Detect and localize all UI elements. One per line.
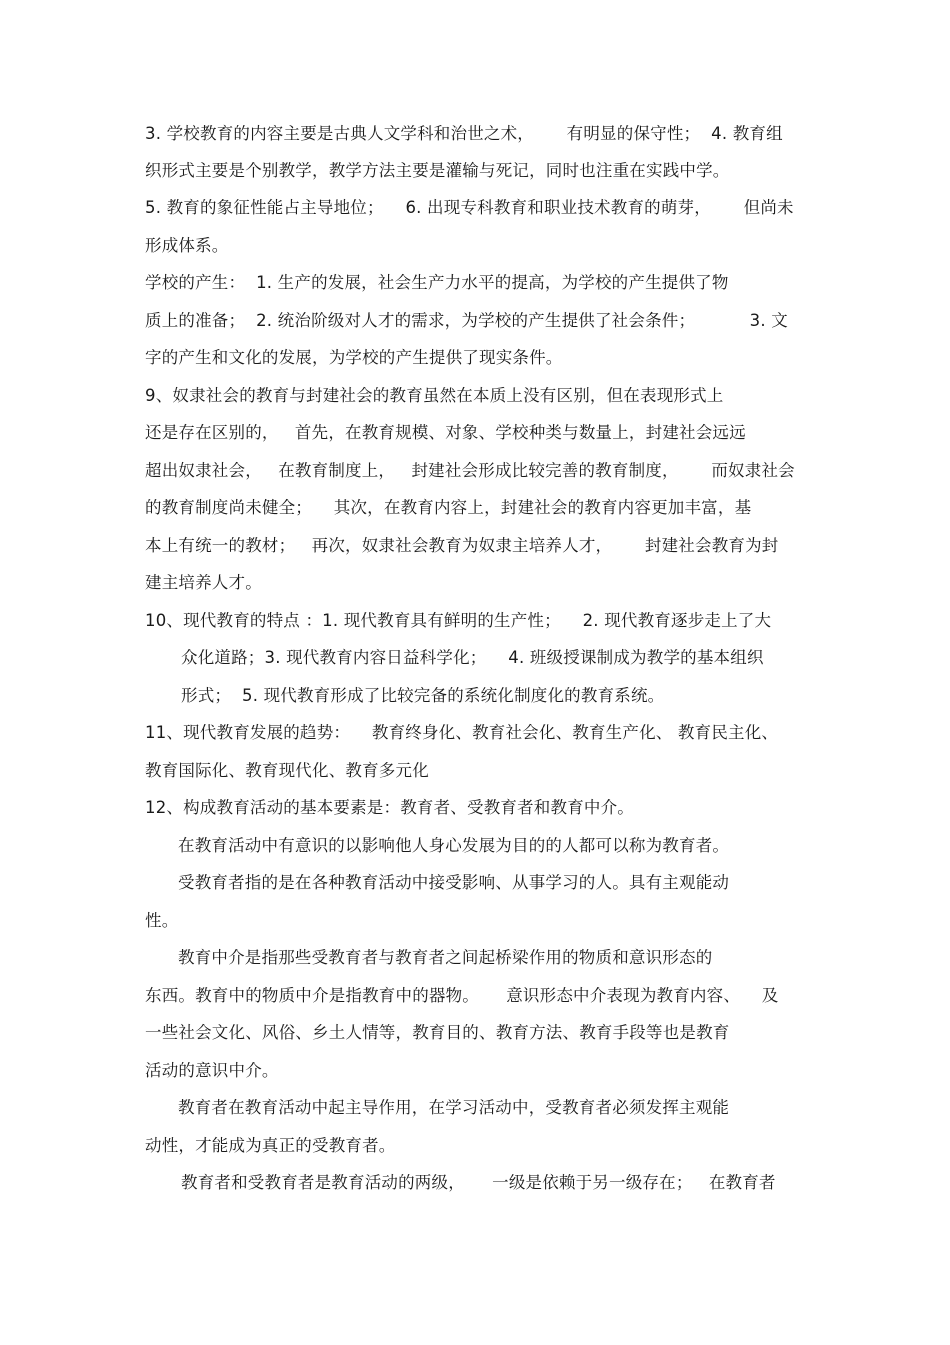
text-line: 动性，才能成为真正的受教育者。 (145, 1136, 396, 1155)
text-line: 9、奴隶社会的教育与封建社会的教育虽然在本质上没有区别，但在表现形式上 (145, 386, 724, 405)
text-line: 教育中介是指那些受教育者与教育者之间起桥梁作用的物质和意识形态的 (178, 948, 713, 967)
text-line: 形式； 5. 现代教育形成了比较完备的系统化制度化的教育系统。 (181, 686, 665, 705)
text-line: 10、现代教育的特点 ：1. 现代教育具有鲜明的生产性； 2. 现代教育逐步走上了大 (145, 611, 772, 630)
text-line: 3. 学校教育的内容主要是古典人文学科和治世之术， 有明显的保守性； 4. 教育组 (145, 124, 783, 143)
text-line: 教育国际化、教育现代化、教育多元化 (145, 761, 429, 780)
text-line: 本上有统一的教材； 再次，奴隶社会教育为奴隶主培养人才， 封建社会教育为封 (145, 536, 779, 555)
text-line: 众化道路；3. 现代教育内容日益科学化； 4. 班级授课制成为教学的基本组织 (181, 648, 764, 667)
text-line: 超出奴隶社会， 在教育制度上， 封建社会形成比较完善的教育制度， 而奴隶社会 (145, 461, 795, 480)
text-line: 性。 (145, 911, 179, 930)
text-line: 学校的产生： 1. 生产的发展，社会生产力水平的提高，为学校的产生提供了物 (145, 273, 729, 292)
text-line: 字的产生和文化的发展，为学校的产生提供了现实条件。 (145, 348, 563, 367)
text-line: 东西。教育中的物质中介是指教育中的器物。 意识形态中介表现为教育内容、 及 (145, 986, 779, 1005)
text-line: 一些社会文化、风俗、乡土人情等，教育目的、教育方法、教育手段等也是教育 (145, 1023, 730, 1042)
text-line: 教育者在教育活动中起主导作用，在学习活动中，受教育者必须发挥主观能 (178, 1098, 730, 1117)
text-line: 5. 教育的象征性能占主导地位； 6. 出现专科教育和职业技术教育的萌芽， 但尚未 (145, 198, 794, 217)
text-line: 的教育制度尚未健全； 其次，在教育内容上，封建社会的教育内容更加丰富，基 (145, 498, 752, 517)
text-line: 质上的准备； 2. 统治阶级对人才的需求，为学校的产生提供了社会条件； 3. 文 (145, 311, 788, 330)
text-line: 教育者和受教育者是教育活动的两级， 一级是依赖于另一级存在； 在教育者 (181, 1173, 776, 1192)
text-line: 织形式主要是个别教学，教学方法主要是灌输与死记，同时也注重在实践中学。 (145, 161, 730, 180)
text-line: 受教育者指的是在各种教育活动中接受影响、从事学习的人。具有主观能动 (178, 873, 730, 892)
text-line: 形成体系。 (145, 236, 229, 255)
text-line: 12、构成教育活动的基本要素是：教育者、受教育者和教育中介。 (145, 798, 634, 817)
text-line: 在教育活动中有意识的以影响他人身心发展为目的的人都可以称为教育者。 (178, 836, 730, 855)
text-line: 还是存在区别的， 首先，在教育规模、对象、学校种类与数量上，封建社会远远 (145, 423, 746, 442)
text-line: 11、现代教育发展的趋势： 教育终身化、教育社会化、教育生产化、 教育民主化、 (145, 723, 779, 742)
text-line: 建主培养人才。 (145, 573, 262, 592)
text-line: 活动的意识中介。 (145, 1061, 279, 1080)
